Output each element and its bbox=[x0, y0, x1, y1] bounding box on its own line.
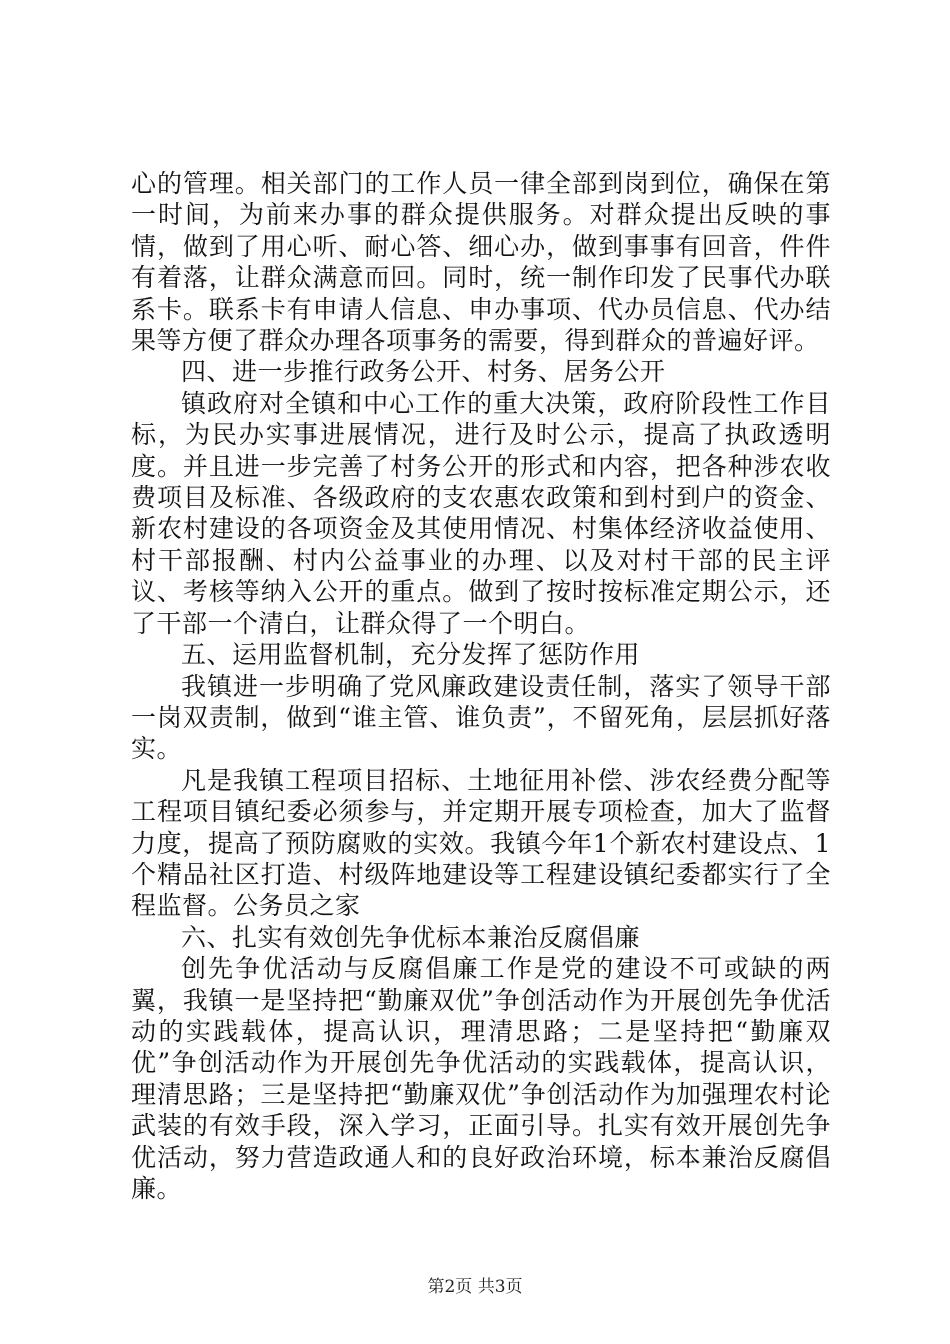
section-heading-5: 五、运用监督机制，充分发挥了惩防作用 bbox=[181, 640, 641, 670]
paragraph: 凡是我镇工程项目招标、土地征用补偿、涉农经费分配等工程项目镇纪委必须参与，并定期开展专项检查，加大了监督力度，提高了预防腐败的实效。我镇今年1个新农村建设点、1个精品社区打造、村级阵地建设等工程建设镇纪委都实行了全程监督。公务员之家 bbox=[131, 765, 831, 921]
paragraph: 创先争优活动与反腐倡廉工作是党的建设不可或缺的两翼，我镇一是坚持把“勤廉双优”争创活动作为开展创先争优活动的实践载体，提高认识，理清思路；二是坚持把“勤廉双优”争创活动作为开展创先争优活动的实践载体，提高认识，理清思路；三是坚持把“勤廉双优”争创活动作为加强理农村论武装的有效手段，深入学习，正面引导。扎实有效开展创先争优活动，努力营造政通人和的良好政治环境，标本兼治反腐倡廉。 bbox=[131, 954, 831, 1203]
page-footer: 第2页 共3页 bbox=[427, 1277, 523, 1297]
paragraph: 镇政府对全镇和中心工作的重大决策，政府阶段性工作目标，为民办实事进展情况，进行及时公示，提高了执政透明度。并且进一步完善了村务公开的形式和内容，把各种涉农收费项目及标准、各级政府的支农惠农政策和到村到户的资金、新农村建设的各项资金及其使用情况、村集体经济收益使用、村干部报酬、村内公益事业的办理、以及对村干部的民主评议、考核等纳入公开的重点。做到了按时按标准定期公示，还了干部一个清白，让群众得了一个明白。 bbox=[131, 388, 831, 638]
section-heading-6: 六、扎实有效创先争优标本兼治反腐倡廉 bbox=[181, 922, 641, 952]
section-heading-4: 四、进一步推行政务公开、村务、居务公开 bbox=[181, 357, 666, 387]
paragraph: 我镇进一步明确了党风廉政建设责任制，落实了领导干部一岗双责制，做到“谁主管、谁负责”，不留死角，层层抓好落实。 bbox=[131, 671, 831, 764]
body-text bbox=[131, 168, 831, 1204]
paragraph-continuation: 心的管理。相关部门的工作人员一律全部到岗到位，确保在第一时间，为前来办事的群众提供服务。对群众提出反映的事情，做到了用心听、耐心答、细心办，做到事事有回音，件件有着落，让群众满意而回。同时，统一制作印发了民事代办联系卡。联系卡有申请人信息、申办事项、代办员信息、代办结果等方便了群众办理各项事务的需要，得到群众的普遍好评。 bbox=[131, 169, 831, 356]
